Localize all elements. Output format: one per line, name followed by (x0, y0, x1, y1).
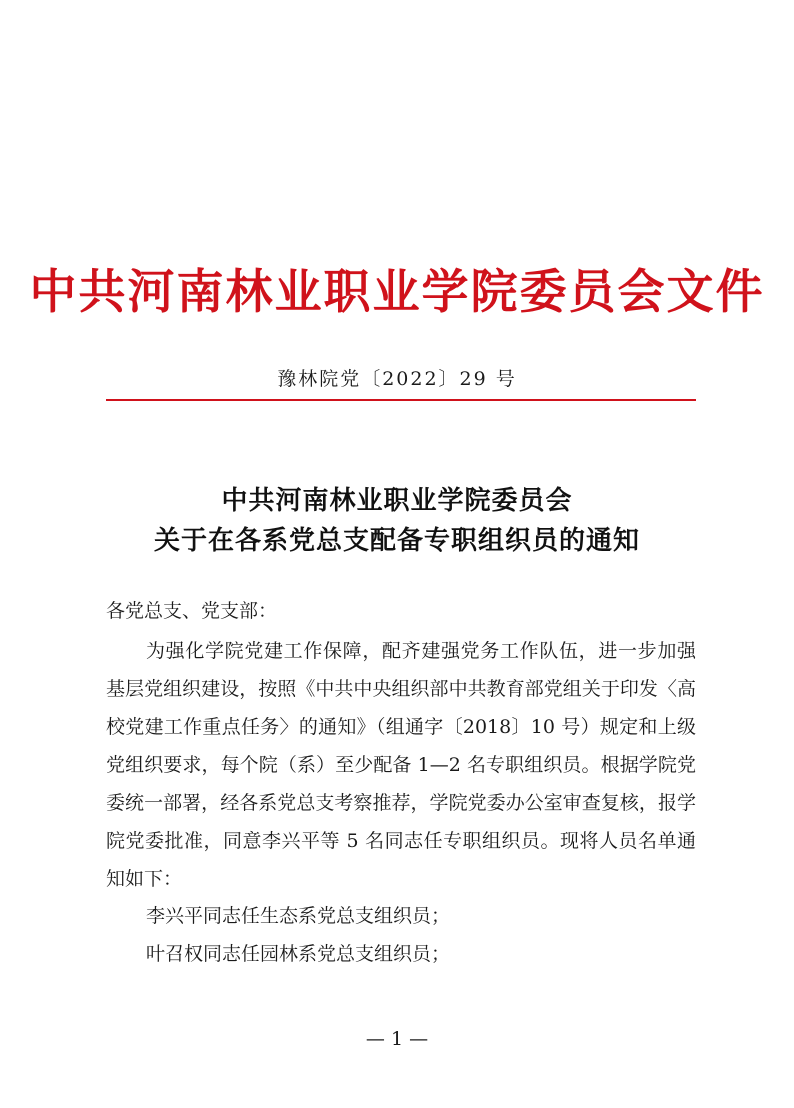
list-item: 叶召权同志任园林系党总支组织员； (146, 943, 451, 965)
document-masthead: 中共河南林业职业学院委员会文件 (29, 265, 765, 320)
appointment-list (106, 897, 696, 973)
body-paragraph: 为强化学院党建工作保障，配齐建强党务工作队伍，进一步加强基层党组织建设，按照《中共中央组织部中共教育部党组关于印发〈高校党建工作重点任务〉的通知》（组通字〔2018〕10 号）规定和上级党组织要求，每个院（系）至少配备 1—2 名专职组织员。根据学院党委统一部署，经各系党总支考察推荐，学院党委办公室审查复核，报学院党委批准，同意李兴平等 5 名同志任专职组织员。现将人员名单通知如下： (106, 640, 696, 890)
page-number: — 1 — (365, 1028, 429, 1050)
title-line-2: 关于在各系党总支配备专职组织员的通知 (153, 526, 640, 556)
document-number: 豫林院党〔2022〕29 号 (277, 368, 517, 390)
title-line-1: 中共河南林业职业学院委员会 (221, 486, 573, 516)
list-item: 李兴平同志任生态系党总支组织员； (146, 905, 451, 927)
salutation: 各党总支、党支部： (106, 600, 278, 622)
red-divider-line (106, 399, 696, 401)
